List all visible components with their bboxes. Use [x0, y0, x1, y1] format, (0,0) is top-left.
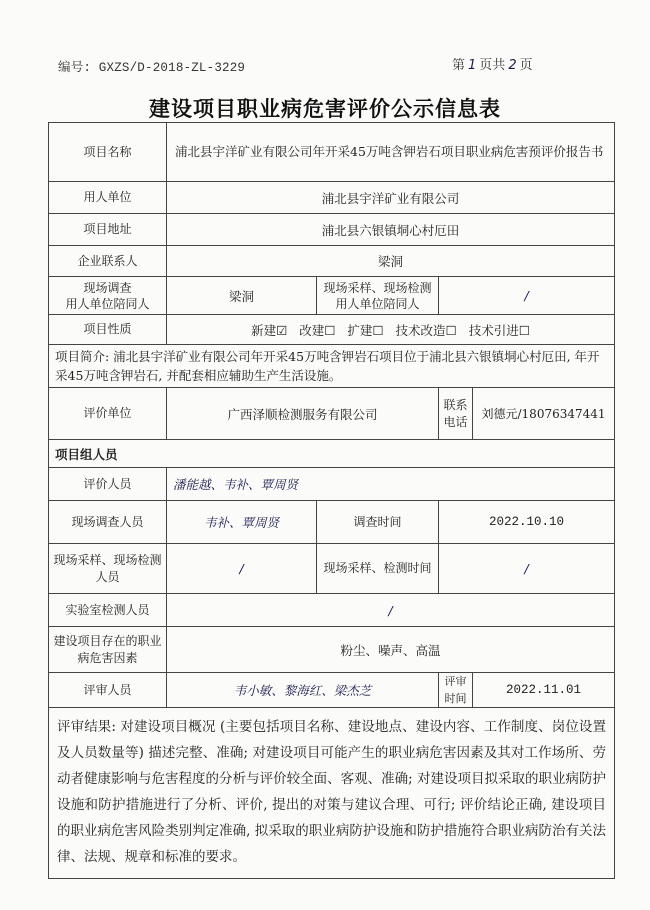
onsite-value: 梁洞 [167, 277, 317, 315]
phone-value: 刘德元/18076347441 [473, 388, 615, 440]
row-onsite [49, 277, 615, 315]
option-tech-import: 技术引进☐ [468, 322, 530, 338]
project-name-label: 项目名称 [49, 123, 167, 182]
lab-value: / [167, 594, 615, 627]
sampling-time-label: 现场采样、检测时间 [317, 544, 439, 594]
row-review-result [49, 708, 615, 879]
row-evaluators [49, 468, 615, 501]
eval-unit-label: 评价单位 [49, 388, 167, 440]
info-table [48, 122, 615, 879]
page-total: 2 [508, 58, 517, 73]
reviewers-label: 评审人员 [49, 673, 167, 708]
survey-time-label: 调查时间 [317, 501, 439, 544]
sampler-label: 现场采样、现场检测人员 [49, 544, 167, 594]
contact-value: 梁洞 [167, 246, 615, 277]
row-lab [49, 594, 615, 627]
hazards-label: 建设项目存在的职业病危害因素 [49, 627, 167, 673]
option-expand: 扩建☐ [347, 322, 384, 338]
page-mid: 页共 [479, 58, 506, 73]
nature-options [167, 315, 615, 345]
evaluator-value: 潘能越、韦补、覃周贤 [167, 468, 615, 501]
sampling-escort-label: 现场采样、现场检测用人单位陪同人 [317, 277, 439, 315]
project-summary: 项目简介: 浦北县宇洋矿业有限公司年开采45万吨含钾岩石项目位于浦北县六银镇垌心村厄田, 年开采45万吨含钾岩石, 并配套相应辅助生产生活设施。 [49, 345, 615, 388]
row-contact [49, 246, 615, 277]
page-prefix: 第 [452, 58, 466, 73]
row-nature [49, 315, 615, 345]
row-samplers [49, 544, 615, 594]
page-suffix: 页 [519, 58, 533, 73]
row-address [49, 214, 615, 246]
phone-label: 联系电话 [439, 388, 473, 440]
reviewers-value: 韦小敏、黎海红、梁杰芝 [167, 673, 439, 708]
row-summary [49, 345, 615, 388]
sampling-escort-value: / [439, 277, 615, 315]
sampler-value: / [167, 544, 317, 594]
project-name-value: 浦北县宇洋矿业有限公司年开采45万吨含钾岩石项目职业病危害预评价报告书 [167, 123, 615, 182]
review-time-label: 评审时间 [439, 673, 473, 708]
row-team-header [49, 440, 615, 468]
employer-label: 用人单位 [49, 182, 167, 214]
address-label: 项目地址 [49, 214, 167, 246]
address-value: 浦北县六银镇垌心村厄田 [167, 214, 615, 246]
hazards-value: 粉尘、噪声、高温 [167, 627, 615, 673]
row-hazards [49, 627, 615, 673]
sampling-time-value: / [439, 544, 615, 594]
investigator-label: 现场调查人员 [49, 501, 167, 544]
review-result: 评审结果: 对建设项目概况 (主要包括项目名称、建设地点、建设内容、工作制度、岗位设置及人员数量等) 描述完整、准确; 对建设项目可能产生的职业病危害因素及其对工作场所、劳动者健康影响与危害程度的分析与评价较全面、客观、准确; 对建设项目拟采取的职业病防护设施和防护措施进行了分析、评价, 提出的对策与建议合理、可行; 评价结论正确, 建设项目的职业病危害风险类别判定准确, 拟采取的职业病防护设施和防护措施符合职业病防治有关法律、法规、规章和标准的要求。 [49, 708, 615, 879]
review-time-value: 2022.11.01 [473, 673, 615, 708]
row-project-name [49, 123, 615, 182]
row-employer [49, 182, 615, 214]
employer-value: 浦北县宇洋矿业有限公司 [167, 182, 615, 214]
page-number [452, 54, 533, 73]
option-new: 新建☑ [251, 322, 288, 338]
survey-time-value: 2022.10.10 [439, 501, 615, 544]
contact-label: 企业联系人 [49, 246, 167, 277]
page-current: 1 [468, 58, 477, 73]
onsite-label: 现场调查 用人单位陪同人 [49, 277, 167, 315]
nature-label: 项目性质 [49, 315, 167, 345]
lab-label: 实验室检测人员 [49, 594, 167, 627]
option-rebuild: 改建☐ [299, 322, 336, 338]
evaluator-label: 评价人员 [49, 468, 167, 501]
page-title: 建设项目职业病危害评价公示信息表 [149, 97, 501, 121]
document-number: 编号: GXZS/D-2018-ZL-3229 [58, 61, 246, 75]
row-eval-unit [49, 388, 615, 440]
eval-unit-value: 广西泽顺检测服务有限公司 [167, 388, 439, 440]
row-reviewers [49, 673, 615, 708]
investigator-value: 韦补、覃周贤 [167, 501, 317, 544]
row-investigators [49, 501, 615, 544]
team-header: 项目组人员 [49, 440, 615, 468]
option-tech-transform: 技术改造☐ [395, 322, 457, 338]
